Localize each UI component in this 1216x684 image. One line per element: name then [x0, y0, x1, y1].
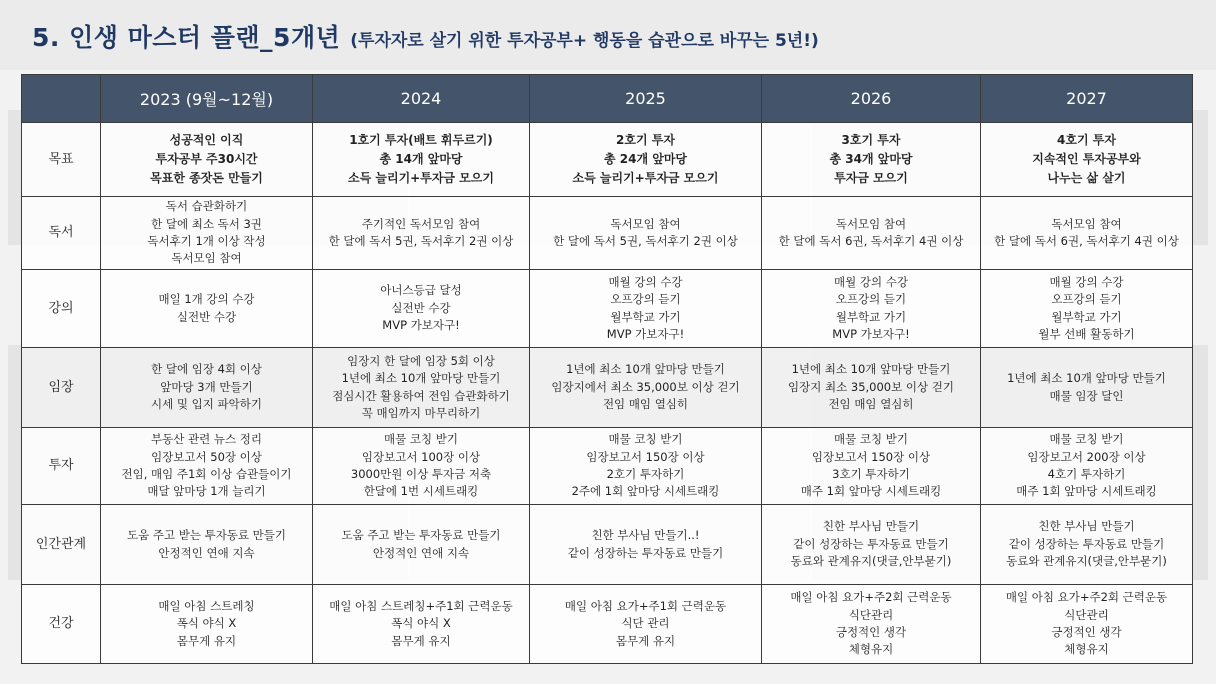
- cell-line: 임장지에서 최소 35,000보 이상 걷기: [551, 379, 740, 394]
- cell-line: 오프강의 듣기: [1051, 292, 1122, 307]
- cell-line: 3000만원 이상 투자금 저축: [350, 467, 492, 481]
- cell-line: 오프강의 듣기: [610, 292, 681, 307]
- cell-line: 부동산 관련 뉴스 정리: [151, 432, 262, 447]
- cell-line: 투자금 모으기: [834, 171, 908, 185]
- cell-line: 독서후기 1개 이상 작성: [147, 234, 266, 248]
- cell-line: 몸무게 유지: [391, 633, 451, 648]
- plan-cell: [762, 197, 981, 270]
- cell-line: 3호기 투자하기: [832, 467, 910, 481]
- cell-line: 3호기 투자: [841, 133, 901, 147]
- plan-cell: [101, 585, 313, 664]
- cell-line: 1호기 투자(배트 휘두르기): [349, 133, 493, 147]
- cell-line: 임장지 최소 35,000보 이상 걷기: [788, 379, 954, 394]
- plan-cell: [101, 505, 313, 585]
- cell-line: 동료와 관계유지(댓글,안부묻기): [1006, 554, 1167, 569]
- cell-line: 체형유지: [848, 642, 894, 657]
- cell-line: 총 24개 앞마당: [603, 152, 687, 166]
- cell-line: 아너스등급 달성: [380, 283, 462, 298]
- cell-line: 임장보고서 200장 이상: [1027, 449, 1146, 464]
- cell-line: 임장지 한 달에 임장 5회 이상: [347, 353, 495, 368]
- plan-cell: [530, 585, 762, 664]
- cell-line: 독서모임 참여: [835, 216, 907, 231]
- cell-line: 임장보고서 150장 이상: [586, 449, 705, 464]
- cell-line: 동료와 관계유지(댓글,안부묻기): [790, 554, 952, 569]
- header-year: 2024: [313, 75, 530, 123]
- cell-line: 1년에 최소 10개 앞마당 만들기: [341, 371, 501, 386]
- cell-line: 성공적인 이직: [169, 133, 244, 147]
- plan-cell: [530, 270, 762, 348]
- row-label: 투자: [22, 428, 101, 505]
- cell-line: 월부학교 가기: [610, 309, 681, 324]
- plan-cell: [981, 348, 1193, 428]
- plan-cell: [762, 123, 981, 197]
- plan-cell: [313, 270, 530, 348]
- plan-cell: [313, 348, 530, 428]
- plan-cell: [762, 505, 981, 585]
- cell-line: 한달에 1번 시세트래킹: [363, 484, 479, 499]
- plan-cell: [981, 270, 1193, 348]
- table-row: [22, 197, 1193, 270]
- cell-line: 주기적인 독서모임 참여: [361, 216, 481, 231]
- cell-line: 월부학교 가기: [835, 309, 907, 324]
- master-plan-table: [21, 74, 1193, 664]
- plan-cell: [313, 197, 530, 270]
- cell-line: 점심시간 활용하여 전임 습관화하기: [332, 388, 510, 403]
- plan-cell: [762, 585, 981, 664]
- cell-line: 1년에 최소 10개 앞마당 만들기: [791, 362, 951, 377]
- cell-line: 나누는 삶 살기: [1047, 171, 1126, 185]
- cell-line: 임장보고서 50장 이상: [151, 449, 262, 464]
- plan-cell: [530, 428, 762, 505]
- cell-line: 시세 및 입지 파악하기: [151, 397, 262, 412]
- cell-line: 매월 강의 수강: [1049, 274, 1124, 289]
- row-label: 독서: [22, 197, 101, 270]
- cell-line: 안정적인 연애 지속: [158, 545, 255, 560]
- cell-line: 매물 코칭 받기: [384, 432, 458, 447]
- cell-line: 같이 성장하는 투자동료 만들기: [567, 545, 724, 560]
- plan-cell: [530, 505, 762, 585]
- plan-cell: [101, 197, 313, 270]
- cell-line: 매물 코칭 받기: [608, 432, 683, 447]
- plan-cell: [530, 348, 762, 428]
- cell-line: 한 달에 최소 독서 3권: [151, 216, 262, 231]
- plan-cell: [530, 197, 762, 270]
- cell-line: 한 달에 독서 5권, 독서후기 2권 이상: [328, 234, 514, 248]
- cell-line: 매일 아침 요가+주2회 근력운동: [790, 590, 952, 605]
- plan-cell: [101, 270, 313, 348]
- cell-line: 폭식 야식 X: [176, 616, 237, 631]
- cell-line: 2호기 투자: [616, 133, 675, 147]
- cell-line: 목표한 종잣돈 만들기: [150, 171, 263, 185]
- table-row: [22, 428, 1193, 505]
- header-corner: [22, 75, 101, 123]
- cell-line: 독서모임 참여: [171, 251, 242, 266]
- cell-line: 실전반 수강: [176, 309, 237, 324]
- cell-line: 지속적인 투자공부와: [1032, 152, 1141, 166]
- cell-line: 앞마당 3개 만들기: [160, 379, 253, 394]
- cell-line: 매일 아침 요가+주2회 근력운동: [1005, 590, 1168, 605]
- cell-line: 2주에 1회 앞마당 시세트래킹: [571, 484, 720, 499]
- cell-line: 몸무게 유지: [615, 633, 676, 648]
- cell-line: 1년에 최소 10개 앞마당 만들기: [1007, 371, 1166, 386]
- cell-line: 같이 성장하는 투자동료 만들기: [1008, 536, 1165, 551]
- cell-line: 매월 강의 수강: [608, 274, 683, 289]
- table-header-row: [22, 75, 1193, 123]
- row-label: 건강: [22, 585, 101, 664]
- cell-line: 4호기 투자하기: [1047, 467, 1126, 481]
- cell-line: 투자공부 주30시간: [155, 152, 258, 166]
- cell-line: 독서모임 참여: [610, 216, 681, 231]
- cell-line: 한 달에 독서 6권, 독서후기 4권 이상: [994, 234, 1179, 248]
- plan-cell: [762, 270, 981, 348]
- plan-cell: [981, 123, 1193, 197]
- cell-line: 긍정적인 생각: [835, 625, 907, 639]
- header-year: 2026: [762, 75, 981, 123]
- cell-line: 월부학교 가기: [1051, 309, 1122, 324]
- cell-line: 매일 아침 스트레칭: [158, 598, 255, 613]
- cell-line: 몸무게 유지: [176, 633, 237, 648]
- plan-cell: [530, 123, 762, 197]
- plan-cell: [762, 348, 981, 428]
- table-row: [22, 505, 1193, 585]
- plan-cell: [101, 123, 313, 197]
- plan-cell: [981, 428, 1193, 505]
- cell-line: 매주 1회 앞마당 시세트래킹: [800, 484, 942, 499]
- table-row: [22, 270, 1193, 348]
- cell-line: 식단 관리: [621, 616, 670, 631]
- cell-line: 한 달에 독서 6권, 독서후기 4권 이상: [778, 234, 964, 248]
- cell-line: 실전반 수강: [391, 300, 451, 315]
- title-subtitle: (투자자로 살기 위한 투자공부+ 행동을 습관으로 바꾸는 5년!): [350, 31, 819, 51]
- cell-line: 친한 부사님 만들기: [822, 519, 920, 534]
- table-row: [22, 348, 1193, 428]
- cell-line: 한 달에 독서 5권, 독서후기 2권 이상: [553, 234, 738, 248]
- cell-line: 체형유지: [1064, 642, 1109, 657]
- cell-line: 긍정적인 생각: [1051, 625, 1122, 639]
- table-row: [22, 585, 1193, 664]
- cell-line: 4호기 투자: [1057, 133, 1116, 147]
- cell-line: MVP 가보자구!: [832, 326, 910, 341]
- plan-cell: [313, 123, 530, 197]
- cell-line: 2호기 투자하기: [606, 467, 685, 481]
- plan-cell: [981, 505, 1193, 585]
- cell-line: 매일 1개 강의 수강: [158, 292, 255, 307]
- cell-line: 총 34개 앞마당: [829, 152, 913, 166]
- plan-cell: [762, 428, 981, 505]
- title-main: 5. 인생 마스터 플랜_5개년: [32, 23, 341, 52]
- cell-line: 매일 아침 스트레칭+주1회 근력운동: [329, 598, 513, 613]
- cell-line: 매주 1회 앞마당 시세트래킹: [1016, 484, 1157, 499]
- header-year: 2023 (9월~12월): [101, 75, 313, 123]
- cell-line: 도움 주고 받는 투자동료 만들기: [341, 528, 501, 543]
- cell-line: 월부 선배 활동하기: [1038, 326, 1135, 341]
- cell-line: 매월 강의 수강: [834, 274, 908, 289]
- cell-line: 폭식 야식 X: [391, 616, 451, 631]
- cell-line: 식단관리: [848, 607, 894, 622]
- cell-line: 안정적인 연애 지속: [372, 545, 470, 560]
- plan-cell: [101, 428, 313, 505]
- cell-line: 전임 매임 열심히: [602, 397, 689, 412]
- header-year: 2027: [981, 75, 1193, 123]
- cell-line: MVP 가보자구!: [606, 326, 685, 341]
- cell-line: 전임 매임 열심히: [828, 397, 914, 412]
- plan-cell: [313, 505, 530, 585]
- cell-line: 전임, 매임 주1회 이상 습관들이기: [121, 467, 292, 481]
- cell-line: 매물 코칭 받기: [1049, 432, 1124, 447]
- cell-line: 1년에 최소 10개 앞마당 만들기: [566, 362, 725, 377]
- plan-cell: [313, 428, 530, 505]
- plan-cell: [313, 585, 530, 664]
- plan-cell: [981, 197, 1193, 270]
- cell-line: 같이 성장하는 투자동료 만들기: [793, 536, 949, 551]
- row-label: 인간관계: [22, 505, 101, 585]
- cell-line: 매물 임장 달인: [1049, 388, 1124, 403]
- cell-line: 소득 늘리기+투자금 모으기: [572, 171, 719, 185]
- cell-line: 꼭 매임까지 마무리하기: [361, 405, 481, 420]
- cell-line: 매물 코칭 받기: [834, 432, 908, 447]
- page-title: [32, 18, 819, 54]
- row-label: 목표: [22, 123, 101, 197]
- cell-line: 한 달에 임장 4회 이상: [151, 362, 262, 377]
- header-year: 2025: [530, 75, 762, 123]
- cell-line: 임장보고서 100장 이상: [361, 449, 481, 464]
- cell-line: 도움 주고 받는 투자동료 만들기: [126, 528, 287, 543]
- cell-line: 친한 부사님 만들기..!: [591, 528, 700, 543]
- cell-line: 매일 아침 요가+주1회 근력운동: [564, 598, 727, 613]
- cell-line: 오프강의 듣기: [835, 292, 907, 307]
- row-label: 강의: [22, 270, 101, 348]
- plan-cell: [981, 585, 1193, 664]
- cell-line: 임장보고서 150장 이상: [811, 449, 931, 464]
- cell-line: 독서모임 참여: [1051, 216, 1122, 231]
- plan-cell: [101, 348, 313, 428]
- table-row: [22, 123, 1193, 197]
- cell-line: 매달 앞마당 1개 늘리기: [147, 484, 266, 499]
- cell-line: 독서 습관화하기: [165, 199, 248, 214]
- cell-line: 소득 늘리기+투자금 모으기: [348, 171, 494, 185]
- row-label: 임장: [22, 348, 101, 428]
- cell-line: 식단관리: [1064, 607, 1109, 622]
- cell-line: 총 14개 앞마당: [379, 152, 463, 166]
- cell-line: 친한 부사님 만들기: [1038, 519, 1135, 534]
- cell-line: MVP 가보자구!: [382, 318, 460, 333]
